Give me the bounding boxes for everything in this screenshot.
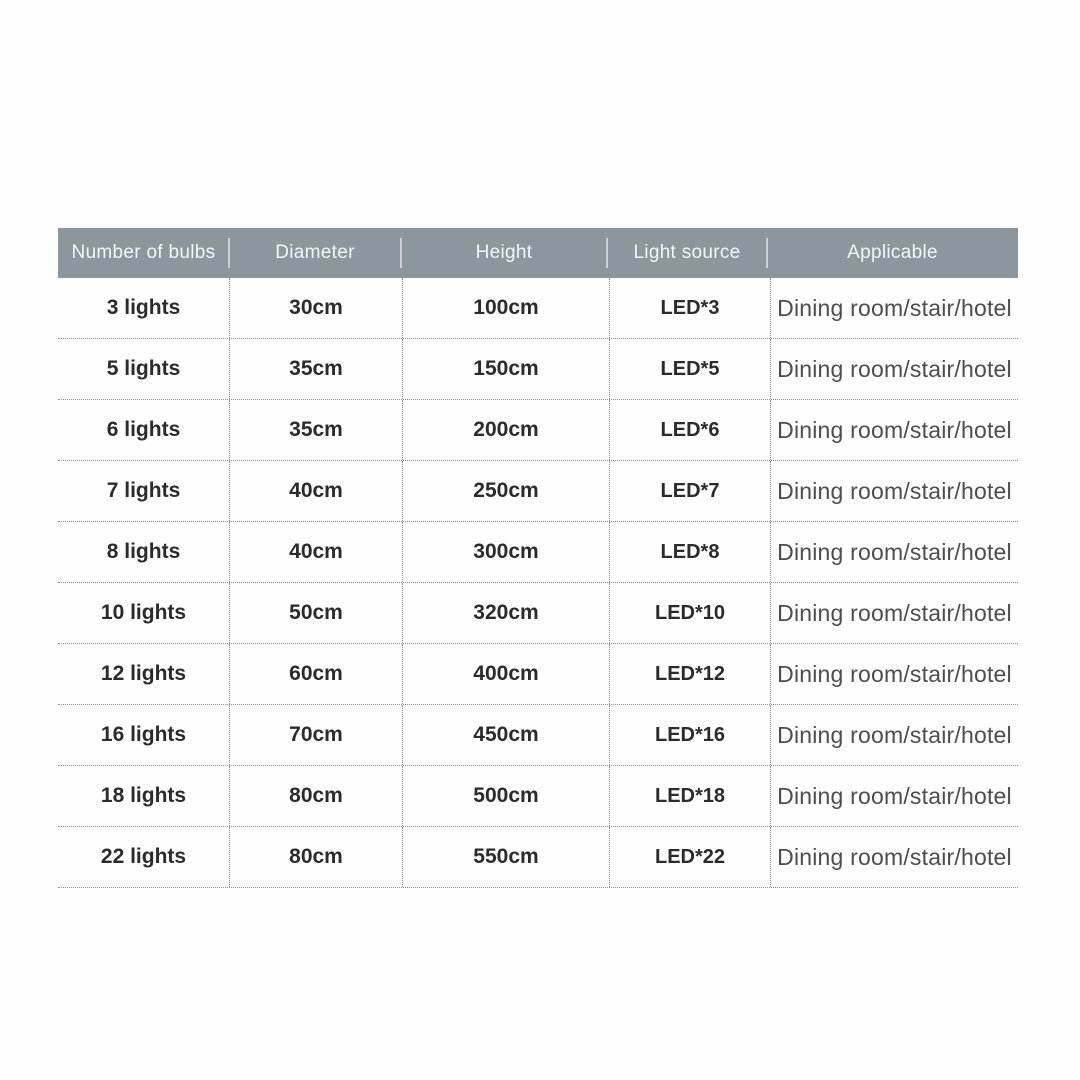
cell-diameter: 30cm — [230, 278, 403, 338]
table-row — [58, 827, 1018, 888]
cell-diameter: 60cm — [230, 644, 403, 704]
cell-diameter: 40cm — [230, 522, 403, 582]
cell-height: 150cm — [403, 339, 610, 399]
table-row — [58, 461, 1018, 522]
cell-applicable: Dining room/stair/hotel — [777, 294, 1012, 321]
cell-number-of-bulbs: 3 lights — [58, 278, 230, 338]
column-header-applicable: Applicable — [847, 242, 938, 263]
table-row — [58, 278, 1018, 339]
cell-light-source: LED*22 — [610, 827, 771, 887]
cell-diameter: 35cm — [230, 400, 403, 460]
table-body — [58, 278, 1018, 888]
table-row — [58, 705, 1018, 766]
cell-height: 200cm — [403, 400, 610, 460]
cell-applicable: Dining room/stair/hotel — [777, 599, 1012, 626]
cell-number-of-bulbs: 12 lights — [58, 644, 230, 704]
cell-light-source: LED*8 — [610, 522, 771, 582]
cell-number-of-bulbs: 18 lights — [58, 766, 230, 826]
cell-height: 320cm — [403, 583, 610, 643]
table-row — [58, 583, 1018, 644]
cell-light-source: LED*3 — [610, 278, 771, 338]
cell-diameter: 80cm — [230, 827, 403, 887]
cell-height: 300cm — [403, 522, 610, 582]
cell-applicable: Dining room/stair/hotel — [777, 721, 1012, 748]
cell-applicable: Dining room/stair/hotel — [777, 782, 1012, 809]
cell-light-source: LED*5 — [610, 339, 771, 399]
cell-height: 500cm — [403, 766, 610, 826]
cell-diameter: 35cm — [230, 339, 403, 399]
column-header-light-source: Light source — [607, 228, 767, 278]
cell-applicable: Dining room/stair/hotel — [777, 355, 1012, 382]
column-header-diameter: Diameter — [229, 228, 401, 278]
cell-applicable: Dining room/stair/hotel — [777, 538, 1012, 565]
cell-height: 450cm — [403, 705, 610, 765]
cell-applicable: Dining room/stair/hotel — [777, 843, 1012, 870]
cell-light-source: LED*7 — [610, 461, 771, 521]
cell-number-of-bulbs: 10 lights — [58, 583, 230, 643]
cell-number-of-bulbs: 8 lights — [58, 522, 230, 582]
cell-applicable: Dining room/stair/hotel — [777, 660, 1012, 687]
cell-height: 400cm — [403, 644, 610, 704]
cell-diameter: 70cm — [230, 705, 403, 765]
cell-diameter: 80cm — [230, 766, 403, 826]
cell-applicable: Dining room/stair/hotel — [777, 477, 1012, 504]
cell-light-source: LED*12 — [610, 644, 771, 704]
cell-light-source: LED*10 — [610, 583, 771, 643]
product-spec-table — [58, 228, 1018, 888]
table-row — [58, 522, 1018, 583]
cell-applicable: Dining room/stair/hotel — [777, 416, 1012, 443]
cell-number-of-bulbs: 16 lights — [58, 705, 230, 765]
table-row — [58, 339, 1018, 400]
cell-light-source: LED*18 — [610, 766, 771, 826]
cell-diameter: 40cm — [230, 461, 403, 521]
cell-height: 100cm — [403, 278, 610, 338]
cell-number-of-bulbs: 7 lights — [58, 461, 230, 521]
table-row — [58, 766, 1018, 827]
cell-number-of-bulbs: 5 lights — [58, 339, 230, 399]
table-row — [58, 644, 1018, 705]
cell-number-of-bulbs: 22 lights — [58, 827, 230, 887]
cell-number-of-bulbs: 6 lights — [58, 400, 230, 460]
cell-height: 550cm — [403, 827, 610, 887]
table-header-row — [58, 228, 1018, 278]
cell-light-source: LED*6 — [610, 400, 771, 460]
column-header-number-of-bulbs: Number of bulbs — [58, 228, 229, 278]
column-header-height: Height — [401, 228, 607, 278]
cell-diameter: 50cm — [230, 583, 403, 643]
cell-light-source: LED*16 — [610, 705, 771, 765]
cell-height: 250cm — [403, 461, 610, 521]
table-row — [58, 400, 1018, 461]
